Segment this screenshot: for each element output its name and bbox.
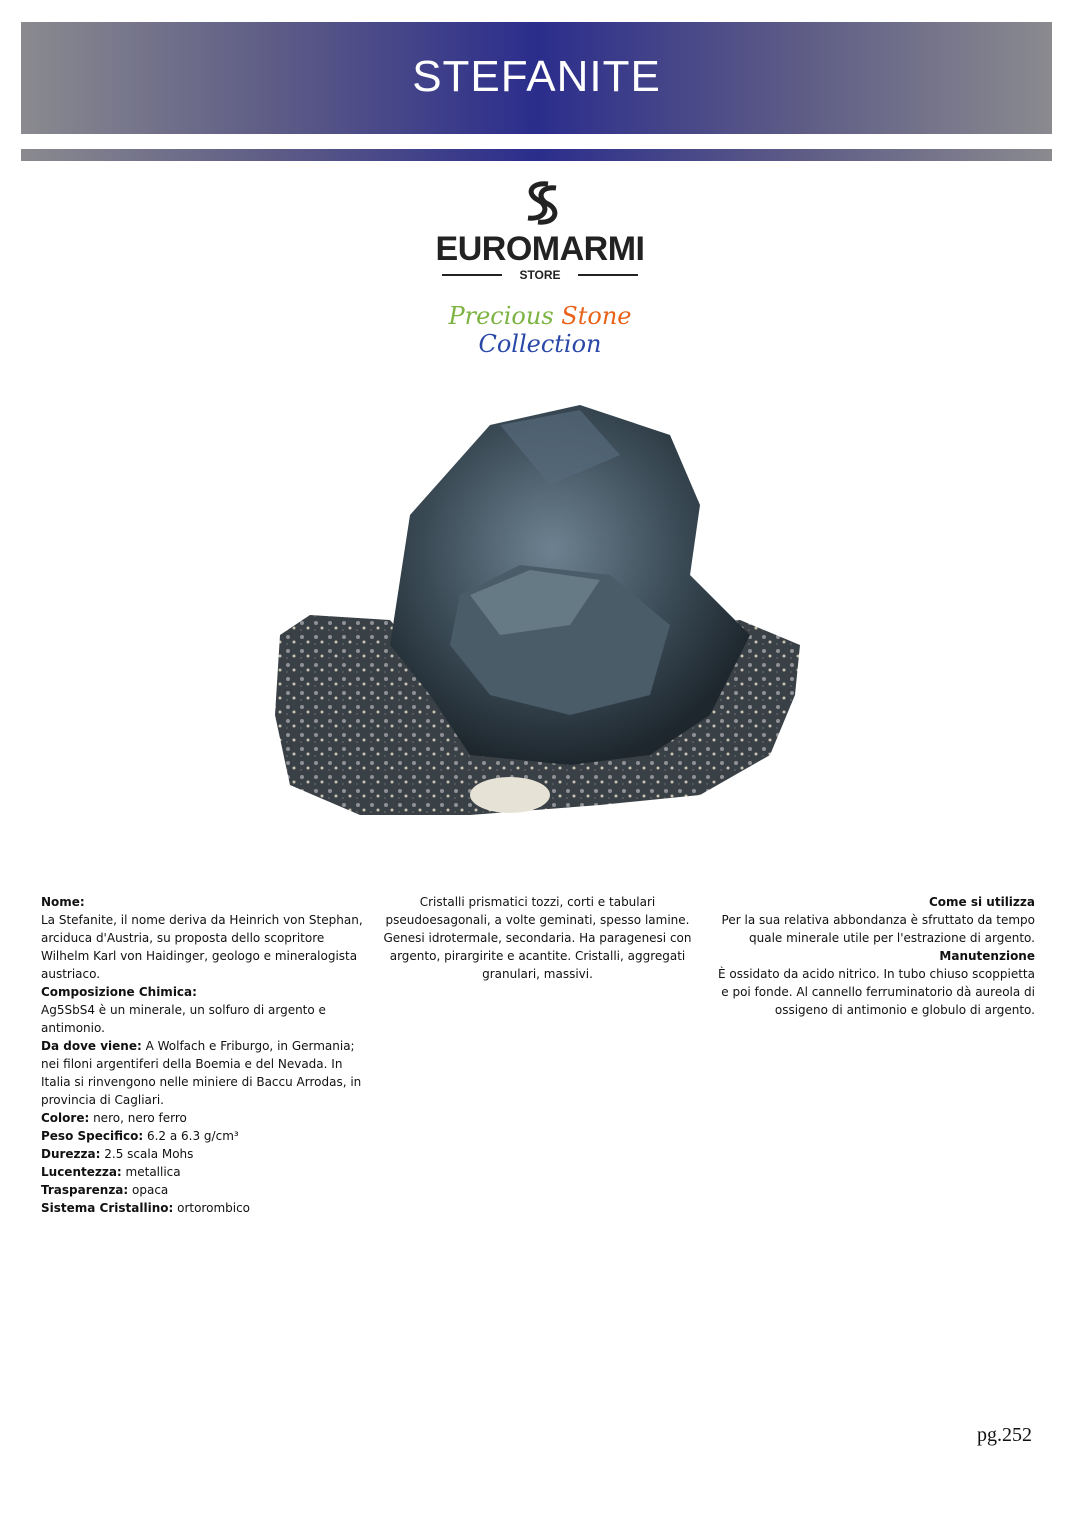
info-column-left: [41, 893, 371, 1217]
logo-store: STORE: [519, 268, 561, 282]
text-lucentezza: metallica: [121, 1165, 181, 1179]
text-nome: La Stefanite, il nome deriva da Heinrich von Stephan, arciduca d'Austria, su proposta dello scopritore Wilhelm Karl von Haidinger, geologo e mineralogista austriaco.: [41, 913, 363, 981]
text-cristalli: Cristalli prismatici tozzi, corti e tabulari pseudoesagonali, a volte geminati, spesso lamine. Genesi idrotermale, secondaria. Ha paragenesi con argento, pirargirite e acantite. Cristalli, aggregati granulari, massivi.: [383, 895, 692, 981]
logo-brand: EUROMARMI: [435, 230, 645, 268]
text-peso: 6.2 a 6.3 g/cm³: [143, 1129, 239, 1143]
label-colore: Colore:: [41, 1111, 90, 1125]
label-origine: Da dove viene:: [41, 1039, 142, 1053]
text-colore: nero, nero ferro: [89, 1111, 187, 1125]
label-manutenzione: Manutenzione: [939, 949, 1035, 963]
logo-swirl-icon: [430, 180, 650, 230]
text-composizione: Ag5SbS4 è un minerale, un solfuro di argento e antimonio.: [41, 1003, 326, 1035]
collection-title: [390, 302, 690, 358]
label-composizione: Composizione Chimica:: [41, 985, 197, 999]
text-manutenzione: È ossidato da acido nitrico. In tubo chiuso scoppietta e poi fonde. Al cannello ferruminatorio dà aureola di ossigeno di antimonio e globulo di argento.: [717, 967, 1035, 1017]
logo-store-row: [442, 268, 638, 282]
collection-word-collection: Collection: [478, 330, 602, 358]
euromarmi-logo: [430, 180, 650, 290]
mineral-photo: [270, 395, 810, 845]
text-trasparenza: opaca: [128, 1183, 169, 1197]
text-sistema: ortorombico: [173, 1201, 251, 1215]
label-sistema: Sistema Cristallino:: [41, 1201, 174, 1215]
text-durezza: 2.5 scala Mohs: [100, 1147, 194, 1161]
label-lucentezza: Lucentezza:: [41, 1165, 122, 1179]
text-utilizzo: Per la sua relativa abbondanza è sfruttato da tempo quale minerale utile per l'estrazione di argento.: [721, 913, 1035, 945]
label-peso: Peso Specifico:: [41, 1129, 144, 1143]
logo-line-right: [578, 274, 638, 276]
collection-word-precious: Precious: [448, 302, 554, 330]
page-number: pg.252: [977, 1424, 1032, 1446]
label-durezza: Durezza:: [41, 1147, 101, 1161]
label-nome: Nome:: [41, 895, 85, 909]
text-origine: A Wolfach e Friburgo, in Germania; nei filoni argentiferi della Boemia e del Nevada. In Italia si rinvengono nelle miniere di Baccu Arrodas, in provincia di Cagliari.: [41, 1039, 362, 1107]
collection-word-stone: Stone: [561, 302, 632, 330]
title-banner: [21, 22, 1052, 134]
label-trasparenza: Trasparenza:: [41, 1183, 129, 1197]
divider-bar: [21, 149, 1052, 161]
info-column-middle: [375, 893, 700, 983]
info-column-right: [710, 893, 1035, 1019]
label-utilizzo: Come si utilizza: [929, 895, 1035, 909]
page-title: STEFANITE: [412, 52, 661, 101]
